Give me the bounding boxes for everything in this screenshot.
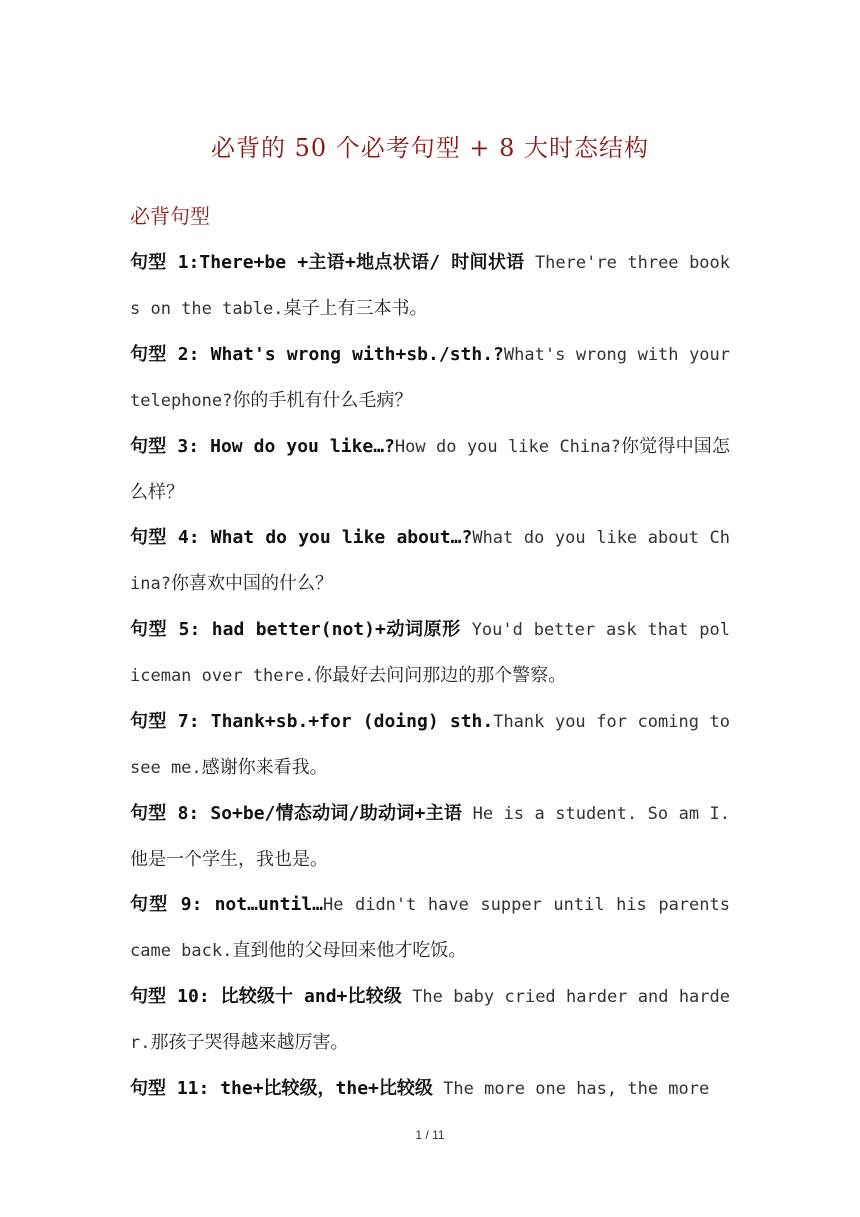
pattern-label: 句型 8: [130, 803, 200, 824]
pattern-label: 句型 9: [130, 894, 203, 915]
pattern-label: 句型 5: [130, 619, 201, 640]
pattern-structure: There+be +主语+地点状语/ 时间状语 [199, 252, 525, 273]
pattern-label: 句型 10: [130, 986, 210, 1007]
pattern-example: How do you like China? [394, 437, 621, 457]
pattern-item [130, 882, 730, 974]
pattern-translation: 你最好去问问那边的那个警察。 [314, 665, 567, 686]
pattern-translation: 你觉得中国怎么样？ [130, 436, 731, 503]
sentence-pattern-list [130, 240, 730, 1112]
pattern-translation: 直到他的父母回来他才吃饭。 [232, 940, 467, 961]
pattern-structure: What do you like about…? [199, 527, 473, 548]
pattern-item [130, 515, 730, 607]
pattern-structure: How do you like…? [199, 436, 395, 457]
pattern-item [130, 791, 730, 882]
pattern-item [130, 240, 730, 332]
page-number: 1 / 11 [415, 1128, 445, 1142]
pattern-item [130, 332, 730, 424]
pattern-item [130, 424, 730, 515]
pattern-item [130, 607, 730, 699]
pattern-label: 句型 2: [130, 344, 200, 365]
pattern-translation: 那孩子哭得越来越厉害。 [150, 1032, 349, 1053]
pattern-label: 句型 11: [130, 1078, 210, 1099]
pattern-structure: had better(not)+动词原形 [200, 619, 461, 640]
pattern-example: He didn't have supper until his parents came back. [130, 895, 730, 961]
section-heading: 必背句型 [130, 204, 210, 228]
pattern-example: There're three books on the table. [130, 253, 731, 319]
pattern-item [130, 1066, 730, 1112]
pattern-translation: 你喜欢中国的什么？ [170, 573, 333, 594]
pattern-translation: 感谢你来看我。 [201, 757, 328, 778]
pattern-example: You'd better ask that policeman over there. [130, 620, 730, 686]
pattern-structure: 比较级十 and+比较级 [209, 986, 402, 1007]
pattern-translation: 你的手机有什么毛病？ [232, 390, 413, 411]
pattern-structure: Thank+sb.+for (doing) sth. [199, 711, 494, 732]
pattern-label: 句型 1: [130, 252, 200, 273]
pattern-structure: So+be/情态动词/助动词+主语 [199, 803, 463, 824]
pattern-translation: 桌子上有三本书。 [283, 298, 428, 319]
pattern-item [130, 974, 730, 1066]
pattern-label: 句型 3: [130, 436, 200, 457]
pattern-example: The more one has, the more [432, 1079, 710, 1099]
pattern-example: Thank you for coming to see me. [130, 712, 730, 778]
pattern-example: He is a student. So am I. [462, 804, 731, 824]
pattern-translation: 他是一个学生，我也是。 [130, 849, 328, 870]
pattern-structure: not…until… [202, 894, 323, 915]
pattern-structure: the+比较级，the+比较级 [209, 1078, 433, 1099]
pattern-example: The baby cried harder and harder. [130, 987, 730, 1053]
pattern-structure: What's wrong with+sb./sth.? [199, 344, 504, 365]
pattern-item [130, 699, 730, 791]
document-title: 必背的 50 个必考句型 + 8 大时态结构 [210, 134, 650, 162]
pattern-label: 句型 7: [130, 711, 200, 732]
pattern-label: 句型 4: [130, 527, 200, 548]
pattern-example: What do you like about China? [130, 528, 730, 594]
pattern-example: What's wrong with your telephone? [130, 345, 731, 411]
